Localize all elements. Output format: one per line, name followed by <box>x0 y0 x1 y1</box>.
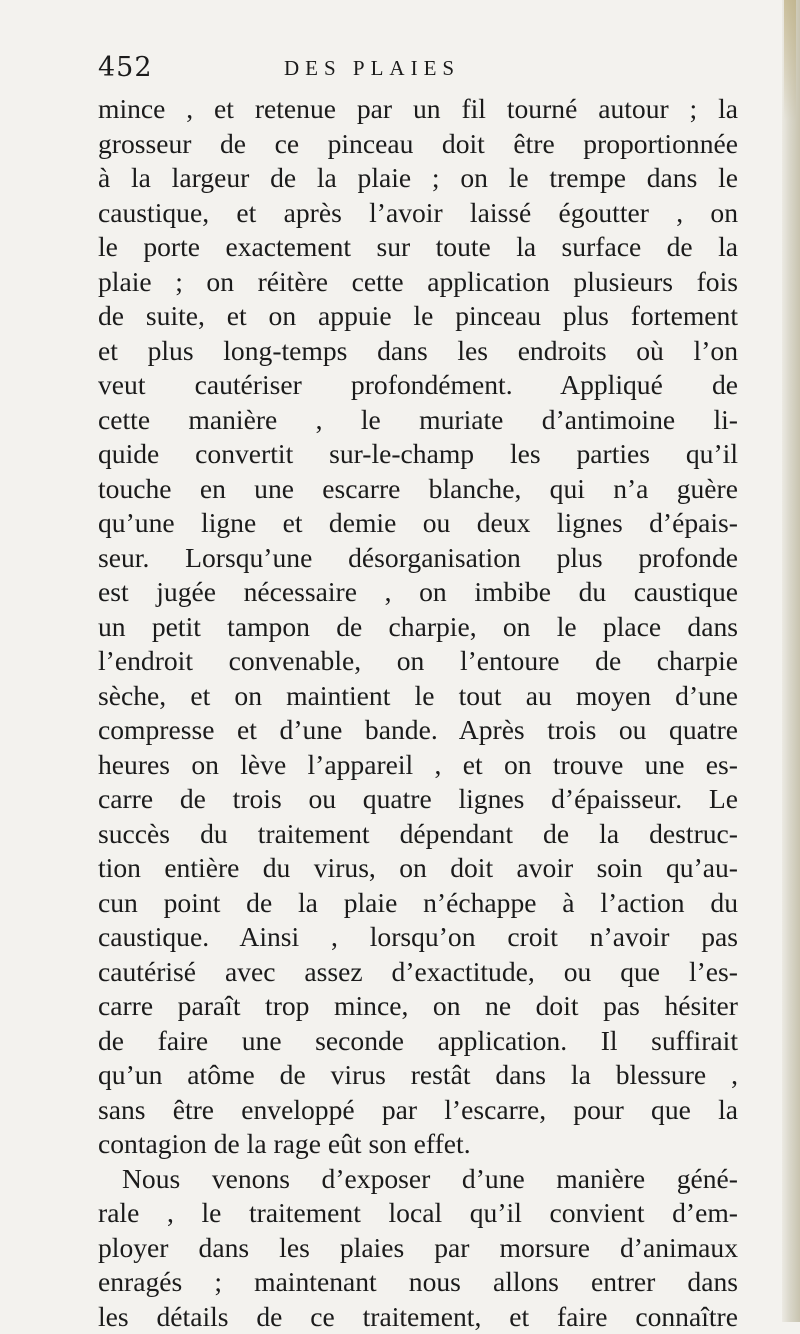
text-line: grosseur de ce pinceau doit être proportionnée <box>98 127 738 162</box>
body-text <box>98 92 738 1334</box>
text-line: un petit tampon de charpie, on le place dans <box>98 610 738 645</box>
text-line: qu’un atôme de virus restât dans la blessure , <box>98 1058 738 1093</box>
text-line: de suite, et on appuie le pinceau plus fortement <box>98 299 738 334</box>
text-line: sans être enveloppé par l’escarre, pour que la <box>98 1093 738 1128</box>
page-edge-stain <box>784 0 796 120</box>
text-line: seur. Lorsqu’une désorganisation plus profonde <box>98 541 738 576</box>
text-line: tion entière du virus, on doit avoir soin qu’au- <box>98 851 738 886</box>
text-line: rale , le traitement local qu’il convient d’em- <box>98 1196 738 1231</box>
text-line: cun point de la plaie n’échappe à l’action du <box>98 886 738 921</box>
text-line: sèche, et on maintient le tout au moyen d’une <box>98 679 738 714</box>
text-line: Nous venons d’exposer d’une manière géné- <box>98 1162 738 1197</box>
text-line: veut cautériser profondément. Appliqué de <box>98 368 738 403</box>
text-line: enragés ; maintenant nous allons entrer dans <box>98 1265 738 1300</box>
text-line: les détails de ce traitement, et faire connaître <box>98 1300 738 1334</box>
page-number: 452 <box>98 52 153 83</box>
text-line: caustique, et après l’avoir laissé égoutter , on <box>98 196 738 231</box>
text-line: à la largeur de la plaie ; on le trempe dans le <box>98 161 738 196</box>
text-line: contagion de la rage eût son effet. <box>98 1127 738 1162</box>
text-line: compresse et d’une bande. Après trois ou quatre <box>98 713 738 748</box>
text-line: succès du traitement dépendant de la destruc- <box>98 817 738 852</box>
text-line: caustique. Ainsi , lorsqu’on croit n’avoir pas <box>98 920 738 955</box>
text-line: carre paraît trop mince, on ne doit pas hésiter <box>98 989 738 1024</box>
page-header <box>98 52 738 86</box>
text-line: cette manière , le muriate d’antimoine li- <box>98 403 738 438</box>
text-line: et plus long-temps dans les endroits où l’on <box>98 334 738 369</box>
text-line: touche en une escarre blanche, qui n’a guère <box>98 472 738 507</box>
page-edge <box>782 0 800 1322</box>
text-line: l’endroit convenable, on l’entoure de charpie <box>98 644 738 679</box>
text-line: plaie ; on réitère cette application plusieurs fois <box>98 265 738 300</box>
text-line: carre de trois ou quatre lignes d’épaisseur. Le <box>98 782 738 817</box>
text-line: le porte exactement sur toute la surface de la <box>98 230 738 265</box>
text-line: est jugée nécessaire , on imbibe du caustique <box>98 575 738 610</box>
text-line: cautérisé avec assez d’exactitude, ou que l’es- <box>98 955 738 990</box>
text-line: mince , et retenue par un fil tourné autour ; la <box>98 92 738 127</box>
text-line: quide convertit sur-le-champ les parties qu’il <box>98 437 738 472</box>
text-line: de faire une seconde application. Il suffirait <box>98 1024 738 1059</box>
running-head: DES PLAIES <box>284 56 460 81</box>
text-line: heures on lève l’appareil , et on trouve une es- <box>98 748 738 783</box>
text-line: qu’une ligne et demie ou deux lignes d’épais- <box>98 506 738 541</box>
text-line: ployer dans les plaies par morsure d’animaux <box>98 1231 738 1266</box>
